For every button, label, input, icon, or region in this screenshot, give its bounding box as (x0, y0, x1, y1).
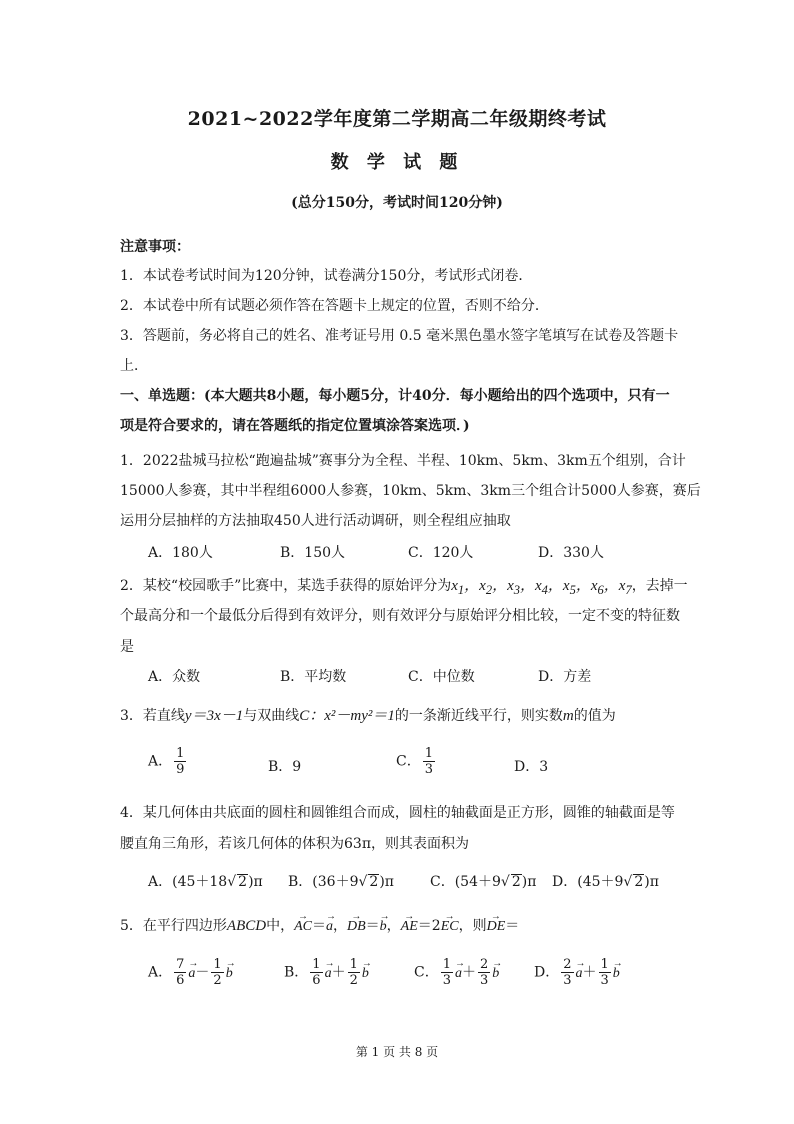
section-heading-cont: 项是符合要求的，请在答题纸的指定位置填涂答案选项．) (120, 418, 470, 434)
vector-a: → a (188, 957, 199, 981)
q3-option-a-fraction (174, 747, 186, 776)
q5-option-a (148, 957, 236, 988)
vector-b: → b (612, 957, 623, 981)
numerator: 1 (424, 746, 433, 761)
q3-option-c-fraction (423, 747, 435, 776)
q4-option-a-label: A． (148, 874, 173, 890)
q1-line-2: 15000人参赛，其中半程组6000人参赛，10km、5km、3km三个组合计5000人参赛，赛后 (120, 483, 701, 499)
vector-a: → a (575, 957, 586, 981)
q4-option-a-root: 2 (238, 874, 248, 890)
q1-option-b: B．150人 (280, 545, 346, 561)
q4-option-d-pre: (45＋9 (577, 874, 624, 890)
q2-option-d: D．方差 (538, 669, 592, 685)
q4-option-c-label: C． (430, 874, 455, 890)
denominator: 9 (176, 762, 185, 777)
q4-line-1: 4．某几何体由共底面的圆柱和圆锥组合而成，圆柱的轴截面是正方形，圆锥的轴截面是等 (120, 805, 675, 821)
vector-b: → b (379, 911, 390, 934)
notice-item-3: 3．答题前，务必将自己的姓名、准考证号用 0.5 毫米黑色墨水签字笔填写在试卷及答题卡 (120, 328, 679, 344)
q3-option-c (396, 747, 437, 776)
vector-a: → a (325, 911, 336, 934)
denominator: 3 (480, 973, 489, 988)
q3-mid: 与双曲线 (243, 708, 300, 724)
denominator: 6 (312, 973, 321, 988)
q2-line-1-prefix: 2．某校“校园歌手”比赛中，某选手获得的原始评分为 (120, 578, 452, 594)
q4-option-c-post: )π (521, 874, 537, 890)
q3-end: 的值为 (573, 708, 616, 724)
numerator: 1 (312, 957, 321, 972)
q2-line-1 (120, 574, 688, 598)
coef-2 (211, 958, 223, 987)
numerator: 2 (480, 957, 489, 972)
numerator: 1 (600, 957, 609, 972)
q4-option-b-label: B． (288, 874, 313, 890)
q4-option-d-root: 2 (634, 874, 644, 890)
q2-line-2: 个最高分和一个最低分后得到有效评分，则有效评分与原始评分相比较，一定不变的特征数 (120, 608, 680, 624)
numerator: 7 (176, 957, 185, 972)
vector-b: → b (225, 957, 236, 981)
denominator: 3 (563, 973, 572, 988)
q3-prefix: 3．若直线 (120, 708, 185, 724)
q4-option-a-post: )π (248, 874, 263, 890)
vector-ec: → EC (440, 911, 459, 934)
coef-1 (561, 958, 573, 987)
numerator: 1 (442, 957, 451, 972)
q1-option-c: C．120人 (408, 545, 474, 561)
q4-option-b: B．(36＋9√ 2)π (288, 874, 394, 890)
q3-line (120, 704, 616, 725)
denominator: 2 (349, 973, 358, 988)
q5-prefix: 5．在平行四边形 (120, 918, 227, 934)
coef-1 (310, 958, 322, 987)
exam-duration-note: (总分150分，考试时间120分钟) (291, 195, 503, 211)
q4-option-a: A．(45＋18√ 2)π (148, 874, 263, 890)
numerator: 1 (213, 957, 222, 972)
q4-option-c-root: 2 (511, 874, 521, 890)
q5-option-a-label: A． (148, 964, 173, 981)
q4-option-d-label: D． (552, 874, 578, 890)
q4-option-d: D．(45＋9√ 2)π (552, 874, 659, 890)
operator: ＋ (331, 964, 346, 981)
q1-option-d: D．330人 (538, 545, 604, 561)
denominator: 3 (600, 973, 609, 988)
numerator: 1 (349, 957, 358, 972)
denominator: 2 (213, 973, 222, 988)
q2-option-b: B．平均数 (280, 669, 347, 685)
vector-a: → a (324, 957, 335, 981)
q5-shape: ABCD (226, 918, 267, 934)
q2-option-c: C．中位数 (408, 669, 475, 685)
q4-option-b-root: 2 (369, 874, 379, 890)
vector-b: → b (361, 957, 372, 981)
q5-option-b (284, 957, 372, 988)
page-footer: 第 1 页 共 8 页 (355, 1045, 439, 1059)
vector-db: → DB (346, 911, 366, 934)
q4-option-b-pre: (36＋9 (312, 874, 359, 890)
vector-ae: → AE (400, 911, 418, 934)
notice-item-2: 2．本试卷中所有试题必须作答在答题卡上规定的位置，否则不给分． (120, 298, 549, 314)
page-subtitle: 数 学 试 题 (330, 152, 464, 173)
section-heading: 一、单选题：(本大题共8小题，每小题5分，计40分．每小题给出的四个选项中，只有一 (120, 388, 670, 404)
q4-line-2: 腰直角三角形，若该几何体的体积为63π，则其表面积为 (120, 836, 470, 852)
q5-text-end: ，则 (458, 918, 487, 934)
q1-line-3: 运用分层抽样的方法抽取450人进行活动调研，则全程组应抽取 (120, 513, 511, 529)
numerator: 1 (176, 746, 185, 761)
q3-option-b: B．9 (268, 759, 302, 775)
q2-scores: $x_1$，$x_2$，$x_3$，$x_4$，$x_5$，$x_6$，$x_7$ (451, 578, 632, 597)
coef-1 (174, 958, 186, 987)
q3-option-c-label: C． (396, 753, 421, 770)
q3-option-a-label: A． (148, 753, 173, 770)
vector-de: → DE (486, 911, 506, 934)
coef-2 (478, 958, 490, 987)
q1-line-1: 1．2022盐城马拉松“跑遍盐城”赛事分为全程、半程、10km、5km、3km五个组别，合计 (120, 453, 686, 469)
q3-option-d: D．3 (514, 759, 549, 775)
coef-1 (441, 958, 453, 987)
denominator: 3 (442, 973, 451, 988)
operator: － (195, 964, 210, 981)
q5-option-c-label: C． (414, 964, 439, 981)
q3-option-a (148, 747, 188, 776)
denominator: 3 (424, 762, 433, 777)
q5-option-c (414, 957, 503, 988)
q5-line: 5．在平行四边形ABCD中， → AC＝ → a， → DB＝ → b， → AE＝2 → EC，则 → DE＝ (120, 911, 520, 934)
q3-line-equation: y＝3x－1 (184, 708, 244, 724)
q4-option-c-pre: (54＋9 (454, 874, 501, 890)
q3-hyperbola: C：x²－my²＝1 (299, 708, 395, 724)
q4-option-b-post: )π (379, 874, 394, 890)
q4-option-a-pre: (45＋18 (172, 874, 228, 890)
q5-option-b-label: B． (284, 964, 309, 981)
q2-line-1-suffix: ，去掉一 (631, 578, 688, 594)
notice-heading: 注意事项： (120, 239, 190, 255)
q2-option-a: A．众数 (148, 669, 201, 685)
vector-ac: → AC (294, 911, 312, 934)
q1-option-a: A．180人 (148, 545, 213, 561)
coef-2 (599, 958, 611, 987)
q5-option-d (534, 957, 623, 988)
q4-option-d-post: )π (644, 874, 659, 890)
q2-line-3: 是 (120, 639, 134, 655)
vector-a: → a (455, 957, 465, 981)
notice-item-3-cont: 上． (120, 358, 148, 374)
numerator: 2 (563, 957, 572, 972)
denominator: 6 (176, 973, 185, 988)
q5-option-d-label: D． (534, 964, 560, 981)
operator: ＋ (582, 964, 597, 981)
coef-2 (348, 958, 360, 987)
page-title: 2021~2022学年度第二学期高二年级期终考试 (187, 108, 607, 130)
notice-item-1: 1．本试卷考试时间为120分钟，试卷满分150分，考试形式闭卷． (120, 268, 533, 284)
vector-b: → b (492, 957, 503, 981)
q3-suffix: 的一条渐近线平行，则实数 (394, 708, 563, 724)
operator: ＋ (462, 964, 476, 981)
q4-option-c: C．(54＋9√ 2)π (430, 874, 537, 890)
q3-variable: m (562, 708, 574, 724)
q5-mid: 中， (266, 918, 295, 934)
